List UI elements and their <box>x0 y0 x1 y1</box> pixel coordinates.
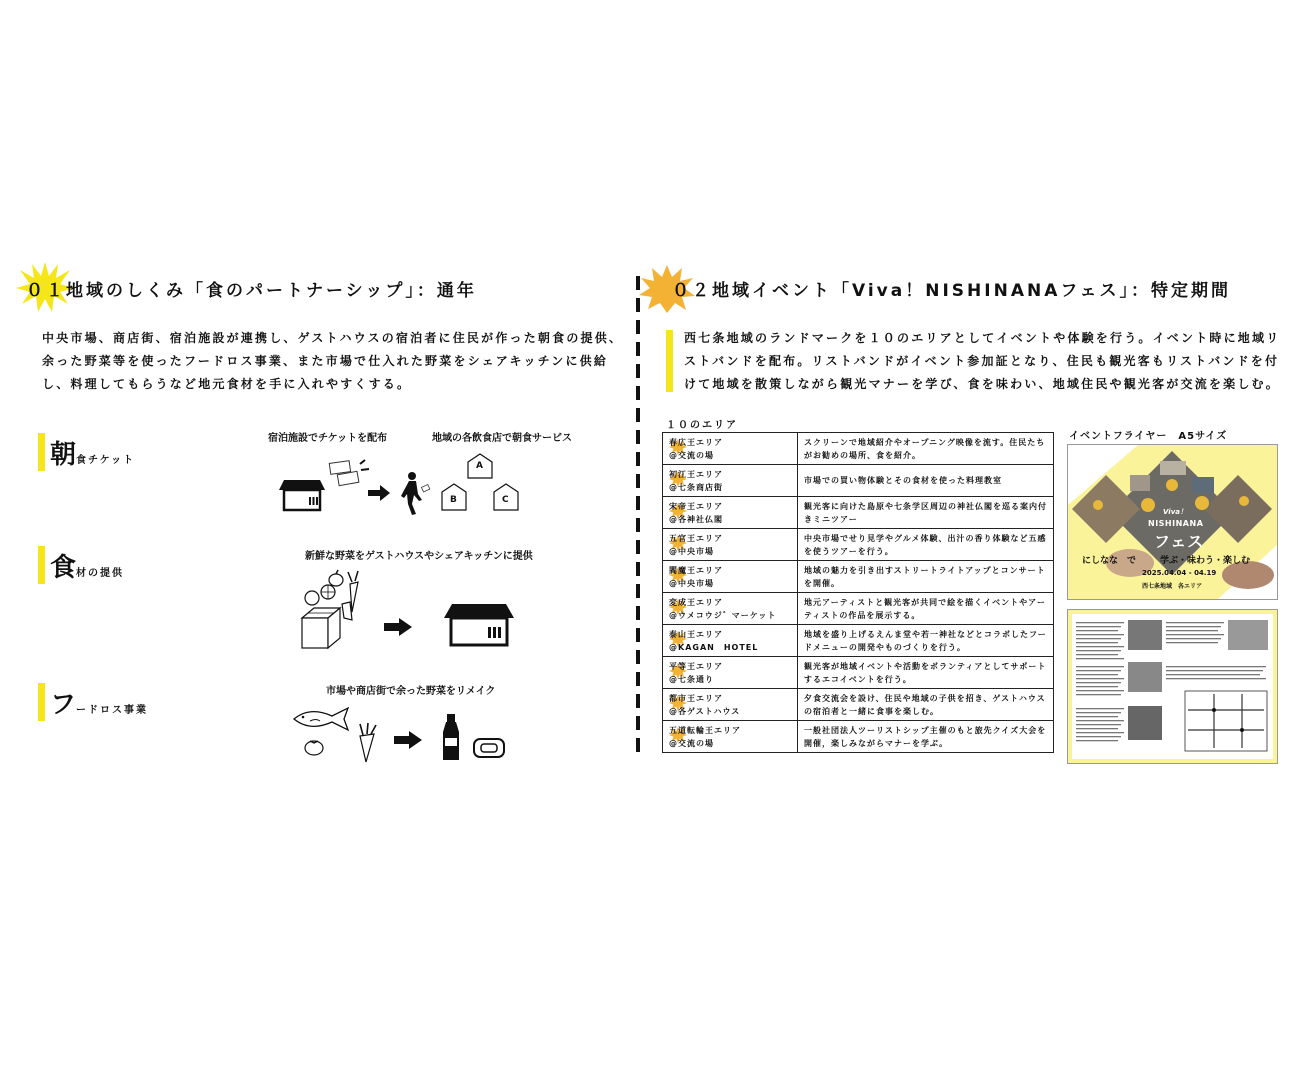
area-name: 変成王エリア <box>669 597 723 607</box>
flyer-viva: Viva！ <box>1163 508 1187 516</box>
area-name-cell <box>663 529 798 561</box>
area-name: 閻魔王エリア <box>669 565 723 575</box>
area-row <box>663 625 1054 657</box>
area-name: 春広王エリア <box>669 437 723 447</box>
area-name-cell <box>663 625 798 657</box>
category-bar <box>38 683 45 721</box>
arrow-right-icon <box>394 730 424 750</box>
flyer-tagline-b: 学ぶ・味わう・楽しむ <box>1160 556 1251 566</box>
area-row <box>663 561 1054 593</box>
bottle-icon <box>440 712 462 762</box>
flyer-back <box>1067 609 1278 764</box>
arrow-right-icon <box>368 484 392 502</box>
area-description: 観光客が地域イベントや活動をボランティアとしてサポートするエコイベントを行う。 <box>798 657 1054 689</box>
area-row <box>663 593 1054 625</box>
flyer-text-lines <box>1068 610 1277 763</box>
area-row <box>663 465 1054 497</box>
area-description: 地域を盛り上げるえんま堂や若一神社などとコラボしたフードメニューの開発やものづくりを行う。 <box>798 625 1054 657</box>
vegetables-box-icon <box>300 568 372 652</box>
section-divider <box>636 276 640 754</box>
areas-table <box>662 432 1054 753</box>
flyer-dates: 2025.04.04 - 04.19 <box>1142 569 1217 577</box>
area-name: 五官王エリア <box>669 533 723 543</box>
area-name-cell <box>663 561 798 593</box>
caption-breakfast: 地域の各飲食店で朝食サービス <box>432 433 572 444</box>
arrow-right-icon <box>384 617 414 637</box>
area-name-cell <box>663 497 798 529</box>
area-name-cell <box>663 721 798 753</box>
flyer-brand: NISHINANA <box>1148 519 1204 528</box>
area-name-cell <box>663 593 798 625</box>
section2-title: ０２地域イベント「Viva！NISHINANAフェス」：特定期間 <box>672 281 1232 301</box>
category-bar <box>38 546 45 584</box>
category-bar <box>38 433 45 471</box>
area-place: @各ゲストハウス <box>669 706 741 716</box>
tomato-icon <box>302 735 326 757</box>
area-row <box>663 433 1054 465</box>
area-name-cell <box>663 465 798 497</box>
flyer-fes: フェス <box>1154 532 1205 551</box>
area-name: 平等王エリア <box>669 661 723 671</box>
area-description: 観光客に向けた島原や七条学区周辺の神社仏閣を巡る案内付きミニツアー <box>798 497 1054 529</box>
area-row <box>663 721 1054 753</box>
carrot-icon <box>354 722 380 764</box>
area-name: 都市王エリア <box>669 693 723 703</box>
area-name: 宋帝王エリア <box>669 501 723 511</box>
area-description: 市場での買い物体験とその食材を使った料理教室 <box>798 465 1054 497</box>
area-place: @七条商店街 <box>669 482 723 492</box>
flyer-tagline-a: にしなな で <box>1082 556 1137 566</box>
category-ingredients: 食材の提供 <box>50 553 125 583</box>
shop-label-c: C <box>502 495 509 505</box>
area-name-cell <box>663 433 798 465</box>
area-description: 地元アーティストと観光客が共同で絵を描くイベントやアーティストの作品を展示する。 <box>798 593 1054 625</box>
area-name: 五道転輪王エリア <box>669 725 741 735</box>
area-description: スクリーンで地域紹介やオープニング映像を流す。住民たちがお勧めの場所、食を紹介。 <box>798 433 1054 465</box>
caption-ticket: 宿泊施設でチケットを配布 <box>268 433 388 444</box>
area-name-cell <box>663 657 798 689</box>
area-description: 地域の魅力を引き出すストリートライトアップとコンサートを開催。 <box>798 561 1054 593</box>
area-place: @中央市場 <box>669 578 714 588</box>
area-row <box>663 497 1054 529</box>
area-row <box>663 657 1054 689</box>
walking-person-icon <box>398 470 432 516</box>
shop-label-b: B <box>450 495 457 505</box>
caption-supply: 新鮮な野菜をゲストハウスやシェアキッチンに提供 <box>305 551 533 562</box>
area-row <box>663 529 1054 561</box>
area-place: @中央市場 <box>669 546 714 556</box>
flyer-heading: イベントフライヤー A5サイズ <box>1069 431 1228 442</box>
shop-label-a: A <box>476 461 483 471</box>
area-place: @交流の場 <box>669 738 714 748</box>
area-description: 中央市場でせり見学やグルメ体験、出汁の香り体験など五感を使うツアーを行う。 <box>798 529 1054 561</box>
area-place: @ウメコウジ゛マーケット <box>669 610 777 620</box>
guesthouse-icon <box>278 478 326 512</box>
area-name: 初江王エリア <box>669 469 723 479</box>
fish-icon <box>292 704 352 734</box>
flyer-venue: 西七条地域 各エリア <box>1142 583 1203 590</box>
description-bar <box>666 330 673 392</box>
area-description: 夕食交流会を設け、住民や地域の子供を招き、ゲストハウスの宿泊者と一緒に食事を楽しむ。 <box>798 689 1054 721</box>
category-breakfast-ticket: 朝食チケット <box>50 440 136 470</box>
area-place: @各神社仏閣 <box>669 514 723 524</box>
area-description: 一般社団法人ツーリストシップ主催のもと旅先クイズ大会を開催，楽しみながらマナーを学ぶ。 <box>798 721 1054 753</box>
ticket-icon <box>328 458 372 490</box>
guesthouse-icon <box>442 602 516 648</box>
area-place: @KAGAN HOTEL <box>669 642 759 652</box>
area-name-cell <box>663 689 798 721</box>
areas-heading: １０のエリア <box>666 420 738 431</box>
section1-description: 中央市場、商店街、宿泊施設が連携し、ゲストハウスの宿泊者に住民が作った朝食の提供、 余った野菜等を使ったフードロス事業、また市場で仕入れた野菜をシェアキッチンに供給 し、料理してもらうなど地元食材を手に入れやすくする。 <box>42 331 624 391</box>
container-icon <box>472 736 506 760</box>
area-row <box>663 689 1054 721</box>
section2-description: 西七条地域のランドマークを１０のエリアとしてイベントや体験を行う。イベント時に地域リ ストバンドを配布。リストバンドがイベント参加証となり、住民も観光客もリストバンドを付 けて地域を散策しながら観光マナーを学び、食を味わい、地域住民や観光客が交流を楽しむ。 <box>684 331 1281 391</box>
category-food-loss: フードロス事業 <box>50 690 149 720</box>
area-place: @交流の場 <box>669 450 714 460</box>
area-place: @七条通り <box>669 674 714 684</box>
caption-remake: 市場や商店街で余った野菜をリメイク <box>326 686 496 697</box>
flyer-front <box>1067 444 1278 600</box>
area-name: 泰山王エリア <box>669 629 723 639</box>
section1-title: ０１地域のしくみ「食のパートナーシップ」：通年 <box>26 281 477 301</box>
